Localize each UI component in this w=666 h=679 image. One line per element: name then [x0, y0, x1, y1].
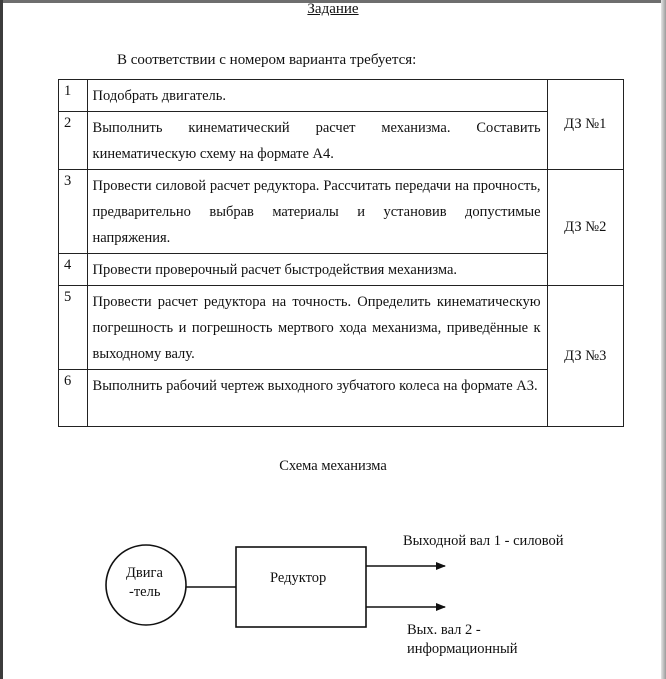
table-row [59, 286, 624, 370]
task-number: 5 [59, 286, 88, 370]
homework-label: ДЗ №3 [547, 286, 623, 427]
output-2-label-line1: Вых. вал 2 - [407, 622, 481, 638]
task-text: Подобрать двигатель. [87, 80, 547, 112]
output-1-label: Выходной вал 1 - силовой [403, 533, 564, 549]
task-number: 2 [59, 112, 88, 170]
task-number: 1 [59, 80, 88, 112]
table-row [59, 370, 624, 427]
table-row [59, 112, 624, 170]
page-title: Задание [307, 1, 359, 17]
diagram-title: Схема механизма [279, 458, 387, 474]
motor-label-line2: -тель [129, 584, 161, 600]
reducer-label: Редуктор [270, 570, 327, 586]
task-text: Выполнить рабочий чертеж выходного зубчатого колеса на формате А3. [87, 370, 547, 427]
task-text: Выполнить кинематический расчет механизма. Составить кинематическую схему на формате А4. [87, 112, 547, 170]
table-row [59, 80, 624, 112]
task-number: 4 [59, 254, 88, 286]
tasks-table [58, 79, 624, 427]
motor-label-line1: Двига [126, 565, 163, 581]
mechanism-diagram [0, 520, 666, 679]
task-number: 6 [59, 370, 88, 427]
task-text: Провести силовой расчет редуктора. Рассчитать передачи на прочность, предварительно выбрав материалы и установив допустимые напряжения. [87, 170, 547, 254]
task-text: Провести проверочный расчет быстродействия механизма. [87, 254, 547, 286]
homework-label: ДЗ №1 [547, 80, 623, 170]
intro-text: В соответствии с номером варианта требуется: [117, 52, 417, 68]
table-row [59, 254, 624, 286]
homework-label: ДЗ №2 [547, 170, 623, 286]
output-2-label-line2: информационный [407, 641, 518, 657]
task-text: Провести расчет редуктора на точность. Определить кинематическую погрешность и погрешность мертвого хода механизма, приведённые к выходному валу. [87, 286, 547, 370]
task-number: 3 [59, 170, 88, 254]
table-row [59, 170, 624, 254]
